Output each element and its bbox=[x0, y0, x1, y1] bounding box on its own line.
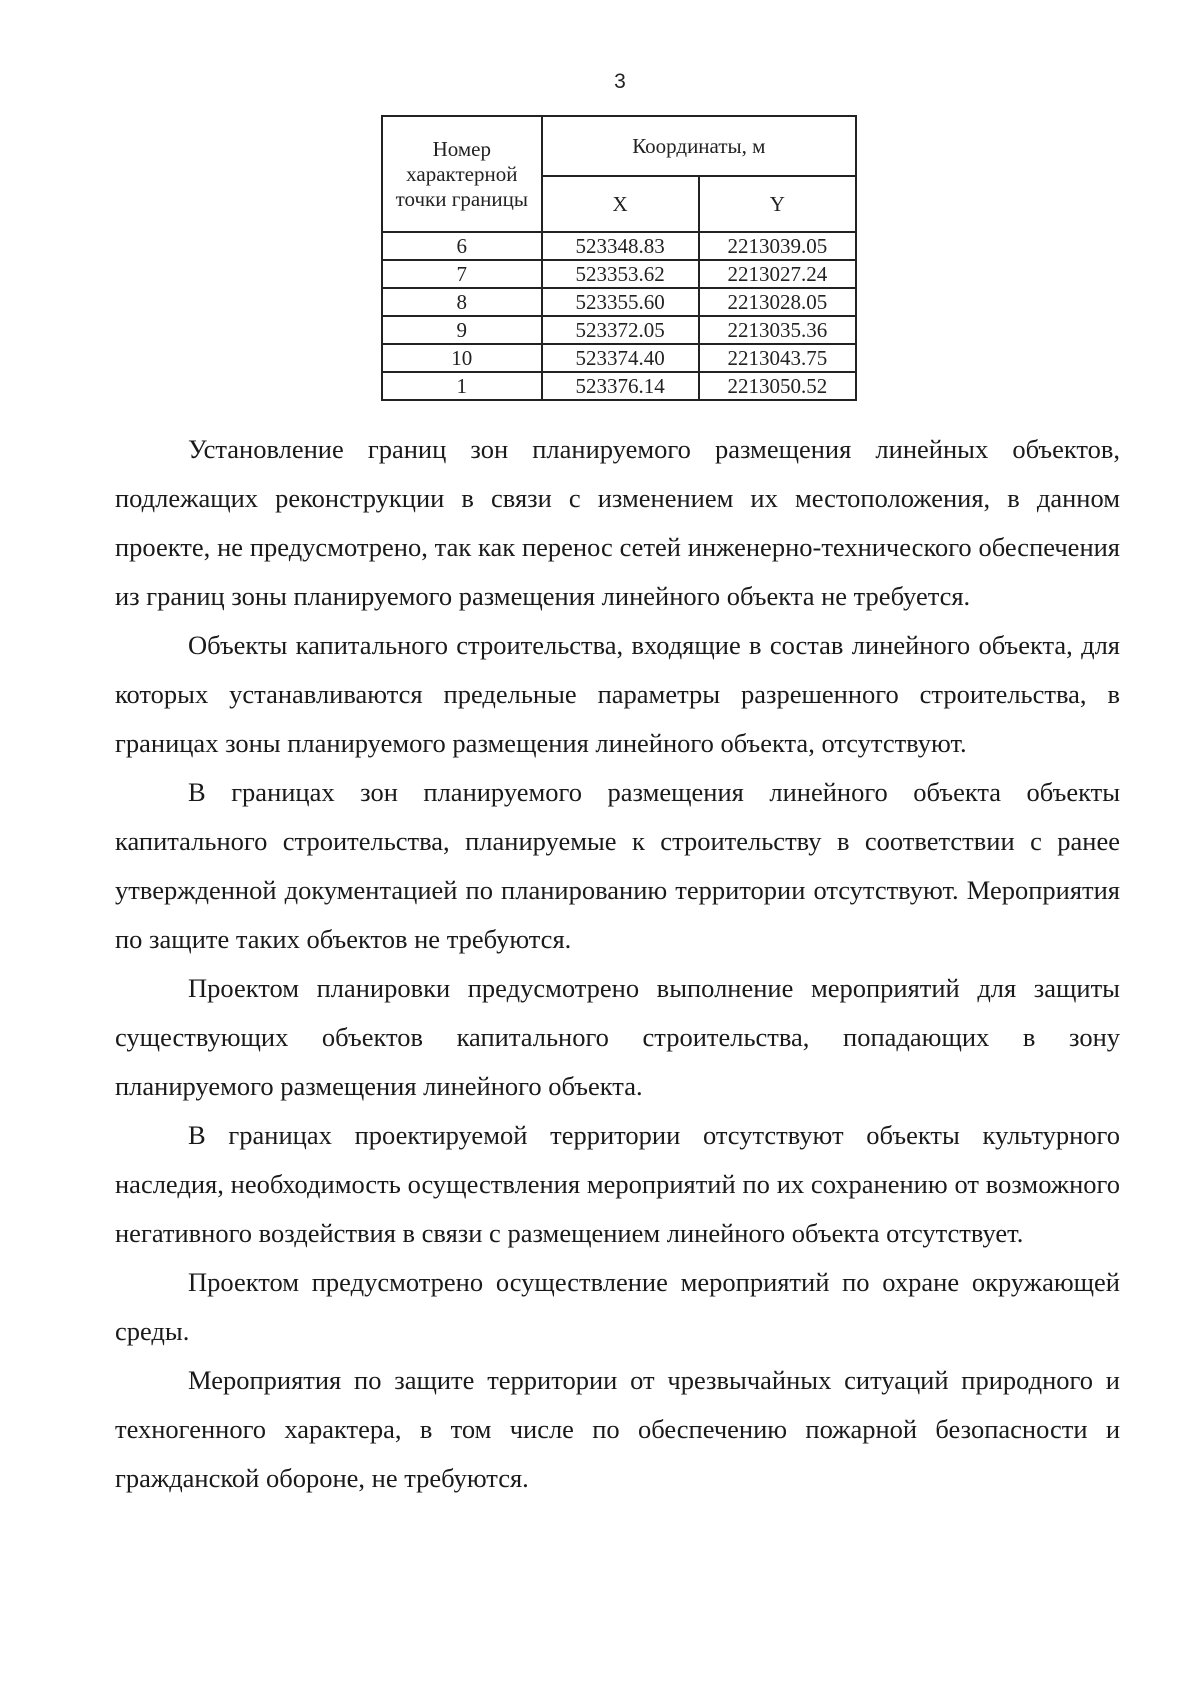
y-coordinate-cell: 2213027.24 bbox=[699, 260, 856, 288]
table-row bbox=[382, 260, 856, 288]
x-coordinate-cell: 523348.83 bbox=[542, 232, 699, 260]
paragraph: Объекты капитального строительства, входящие в состав линейного объекта, для которых устанавливаются предельные параметры разрешенного строительства, в границах зоны планируемого размещения линейного объекта, отсутствуют. bbox=[115, 630, 1120, 758]
paragraph: Мероприятия по защите территории от чрезвычайных ситуаций природного и техногенного характера, в том числе по обеспечению пожарной безопасности и гражданской обороне, не требуются. bbox=[115, 1365, 1120, 1493]
table-row bbox=[382, 316, 856, 344]
y-coordinate-cell: 2213043.75 bbox=[699, 344, 856, 372]
y-coordinate-cell: 2213035.36 bbox=[699, 316, 856, 344]
x-coordinate-cell: 523372.05 bbox=[542, 316, 699, 344]
coordinates-table-body bbox=[382, 232, 856, 400]
paragraph: Проектом предусмотрено осуществление мероприятий по охране окружающей среды. bbox=[115, 1267, 1120, 1346]
x-header: X bbox=[542, 176, 699, 232]
table-row bbox=[382, 344, 856, 372]
point-number-cell: 9 bbox=[382, 316, 542, 344]
table-row bbox=[382, 372, 856, 400]
point-number-cell: 7 bbox=[382, 260, 542, 288]
x-coordinate-cell: 523374.40 bbox=[542, 344, 699, 372]
y-header: Y bbox=[699, 176, 856, 232]
x-coordinate-cell: 523376.14 bbox=[542, 372, 699, 400]
body-text bbox=[115, 425, 1120, 1503]
page-number: 3 bbox=[614, 70, 626, 93]
point-number-cell: 6 bbox=[382, 232, 542, 260]
y-coordinate-cell: 2213050.52 bbox=[699, 372, 856, 400]
x-coordinate-cell: 523353.62 bbox=[542, 260, 699, 288]
point-number-cell: 1 bbox=[382, 372, 542, 400]
x-coordinate-cell: 523355.60 bbox=[542, 288, 699, 316]
table-row bbox=[382, 232, 856, 260]
paragraph: Проектом планировки предусмотрено выполнение мероприятий для защиты существующих объектов капитального строительства, попадающих в зону планируемого размещения линейного объекта. bbox=[115, 973, 1120, 1101]
coordinates-table bbox=[381, 115, 857, 401]
paragraph: В границах зон планируемого размещения линейного объекта объекты капитального строительства, планируемые к строительству в соответствии с ранее утвержденной документацией по планированию территории отсутствуют. Мероприятия по защите таких объектов не требуются. bbox=[115, 777, 1120, 954]
y-coordinate-cell: 2213039.05 bbox=[699, 232, 856, 260]
y-coordinate-cell: 2213028.05 bbox=[699, 288, 856, 316]
point-number-header: Номер характерной точки границы bbox=[382, 116, 542, 232]
point-number-cell: 10 bbox=[382, 344, 542, 372]
point-number-cell: 8 bbox=[382, 288, 542, 316]
coordinates-header: Координаты, м bbox=[542, 116, 856, 176]
table-row bbox=[382, 288, 856, 316]
paragraph: В границах проектируемой территории отсутствуют объекты культурного наследия, необходимость осуществления мероприятий по их сохранению от возможного негативного воздействия в связи с размещением линейного объекта отсутствует. bbox=[115, 1120, 1120, 1248]
paragraph: Установление границ зон планируемого размещения линейных объектов, подлежащих реконструкции в связи с изменением их местоположения, в данном проекте, не предусмотрено, так как перенос сетей инженерно-технического обеспечения из границ зоны планируемого размещения линейного объекта не требуется. bbox=[115, 434, 1120, 611]
